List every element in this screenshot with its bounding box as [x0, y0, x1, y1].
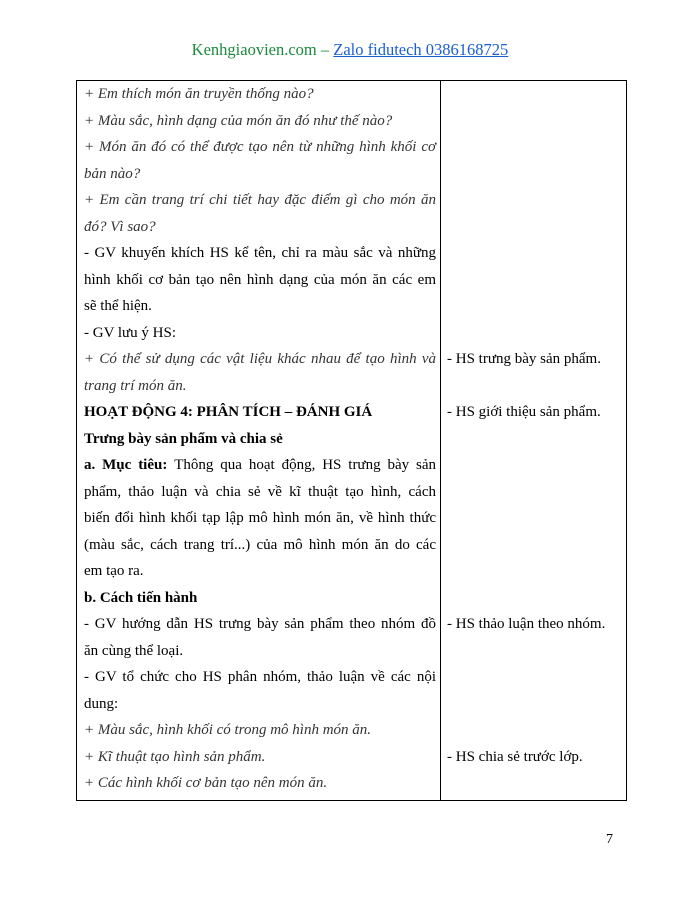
teacher-line: em tạo ra. — [84, 563, 144, 579]
teacher-line: + Màu sắc, hình dạng của món ăn đó như thế nào? — [84, 112, 393, 129]
teacher-line: + Các hình khối cơ bản tạo nên món ăn. — [84, 775, 328, 791]
section-lead: a. Mục tiêu: — [84, 457, 175, 473]
teacher-line: hình khối cơ bản tạo nên hình dạng của món ăn các em — [84, 271, 436, 288]
teacher-line: bản nào? — [84, 165, 141, 182]
student-line: - HS trưng bày sản phẩm. — [447, 351, 601, 367]
teacher-line: trang trí món ăn. — [84, 377, 187, 394]
teacher-line: + Em thích món ăn truyền thống nào? — [84, 86, 314, 102]
page-header — [0, 40, 700, 60]
teacher-line: + Màu sắc, hình khối có trong mô hình món ăn. — [84, 722, 372, 738]
lesson-table — [76, 80, 627, 801]
teacher-line: - GV khuyến khích HS kể tên, chỉ ra màu sắc và những — [84, 245, 436, 261]
teacher-line: (màu sắc, cách trang trí...) của mô hình món ăn do các — [84, 536, 436, 553]
column-divider — [440, 81, 441, 800]
teacher-line: b. Cách tiến hành — [84, 589, 198, 606]
header-contact-link[interactable]: Zalo fidutech 0386168725 — [333, 40, 509, 59]
teacher-line: - GV lưu ý HS: — [84, 324, 177, 341]
teacher-line: đó? Vì sao? — [84, 218, 156, 235]
header-separator: – — [316, 40, 334, 59]
teacher-line: phẩm, thảo luận và chia sẻ về kĩ thuật tạo hình, cách — [84, 483, 436, 500]
teacher-line: + Kĩ thuật tạo hình sản phẩm. — [84, 748, 266, 765]
student-line: - HS thảo luận theo nhóm. — [447, 616, 606, 632]
teacher-line: - GV hướng dẫn HS trưng bày sản phẩm theo nhóm đồ — [84, 616, 436, 632]
teacher-line: + Món ăn đó có thể được tạo nên từ những hình khối cơ — [84, 139, 436, 155]
teacher-line: sẽ thể hiện. — [84, 298, 152, 314]
teacher-line: dung: — [84, 695, 119, 712]
teacher-line: ăn cùng thể loại. — [84, 642, 184, 659]
teacher-line: biến đổi hình khối tạp lập mô hình món ăn, về hình thức — [84, 510, 436, 526]
page-number: 7 — [606, 832, 613, 847]
teacher-line: Trưng bày sản phẩm và chia sẻ — [84, 430, 283, 447]
teacher-line: + Em cần trang trí chi tiết hay đặc điểm gì cho món ăn — [84, 192, 436, 208]
teacher-line: + Có thể sử dụng các vật liệu khác nhau để tạo hình và — [84, 351, 436, 367]
header-site: Kenhgiaovien.com — [191, 40, 317, 59]
teacher-line: HOẠT ĐỘNG 4: PHÂN TÍCH – ĐÁNH GIÁ — [84, 404, 373, 420]
teacher-line: - GV tổ chức cho HS phân nhóm, thảo luận về các nội — [84, 669, 436, 685]
student-line: - HS giới thiệu sản phẩm. — [447, 404, 601, 420]
teacher-line — [84, 452, 436, 479]
teacher-activities-column — [84, 81, 436, 797]
line-text: Thông qua hoạt động, HS trưng bày sản — [174, 457, 436, 473]
student-line: - HS chia sẻ trước lớp. — [447, 748, 583, 765]
